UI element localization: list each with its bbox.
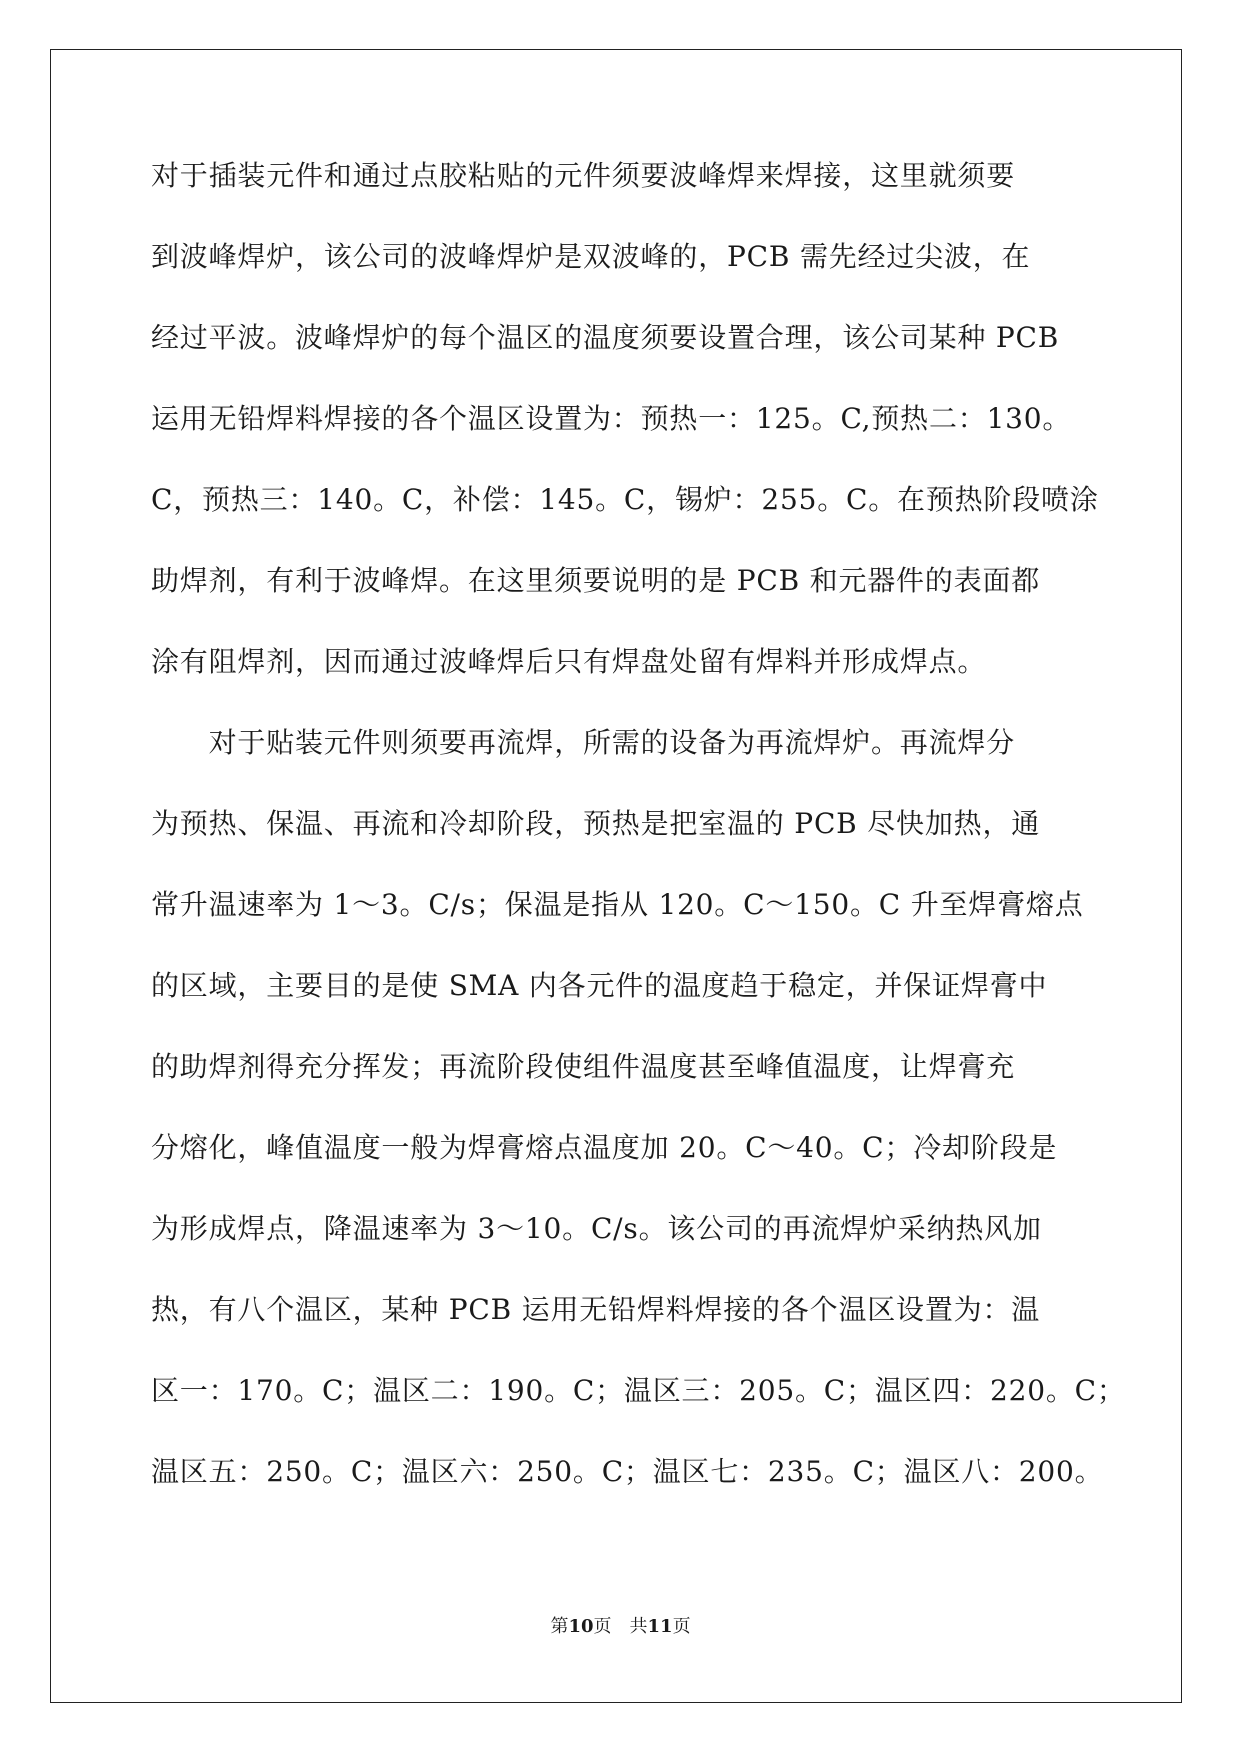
text-line: 常升温速率为 1～3。C/s；保温是指从 120。C～150。C 升至焊膏熔点: [151, 888, 1084, 921]
text-line: 分熔化，峰值温度一般为焊膏熔点温度加 20。C～40。C；冷却阶段是: [151, 1131, 1058, 1164]
text-line: 的区域，主要目的是使 SMA 内各元件的温度趋于稳定，并保证焊膏中: [151, 969, 1048, 1002]
footer-prefix: 第: [550, 1616, 569, 1637]
text-line: 涂有阻焊剂，因而通过波峰焊后只有焊盘处留有焊料并形成焊点。: [151, 645, 987, 678]
text-line: 运用无铅焊料焊接的各个温区设置为：预热一：125。C,预热二：130。: [151, 402, 1072, 435]
footer-suffix: 页: [672, 1616, 691, 1637]
text-line: 助焊剂，有利于波峰焊。在这里须要说明的是 PCB 和元器件的表面都: [151, 564, 1041, 597]
text-line: 为预热、保温、再流和冷却阶段，预热是把室温的 PCB 尽快加热，通: [151, 807, 1041, 840]
text-line: 为形成焊点，降温速率为 3～10。C/s。该公司的再流焊炉采纳热风加: [151, 1212, 1042, 1245]
current-page-number: 10: [568, 1616, 594, 1637]
text-line: 对于贴装元件则须要再流焊，所需的设备为再流焊炉。再流焊分: [151, 726, 1016, 759]
text-line: 的助焊剂得充分挥发；再流阶段使组件温度甚至峰值温度，让焊膏充: [151, 1050, 1016, 1083]
text-line: C，预热三：140。C，补偿：145。C，锡炉：255。C。在预热阶段喷涂: [151, 483, 1099, 516]
page-footer: [0, 1612, 1241, 1638]
footer-middle: 页 共: [593, 1616, 648, 1637]
text-line: 温区五：250。C；温区六：250。C；温区七：235。C；温区八：200。: [151, 1455, 1104, 1488]
text-line: 到波峰焊炉，该公司的波峰焊炉是双波峰的，PCB 需先经过尖波，在: [151, 240, 1031, 273]
text-line: 对于插装元件和通过点胶粘贴的元件须要波峰焊来焊接，这里就须要: [151, 159, 1016, 192]
total-page-number: 11: [647, 1616, 673, 1637]
text-line: 区一：170。C；温区二：190。C；温区三：205。C；温区四：220。C；: [151, 1374, 1126, 1407]
text-line: 热，有八个温区，某种 PCB 运用无铅焊料焊接的各个温区设置为：温: [151, 1293, 1041, 1326]
document-body: [151, 156, 1126, 1533]
text-line: 经过平波。波峰焊炉的每个温区的温度须要设置合理，该公司某种 PCB: [151, 321, 1060, 354]
